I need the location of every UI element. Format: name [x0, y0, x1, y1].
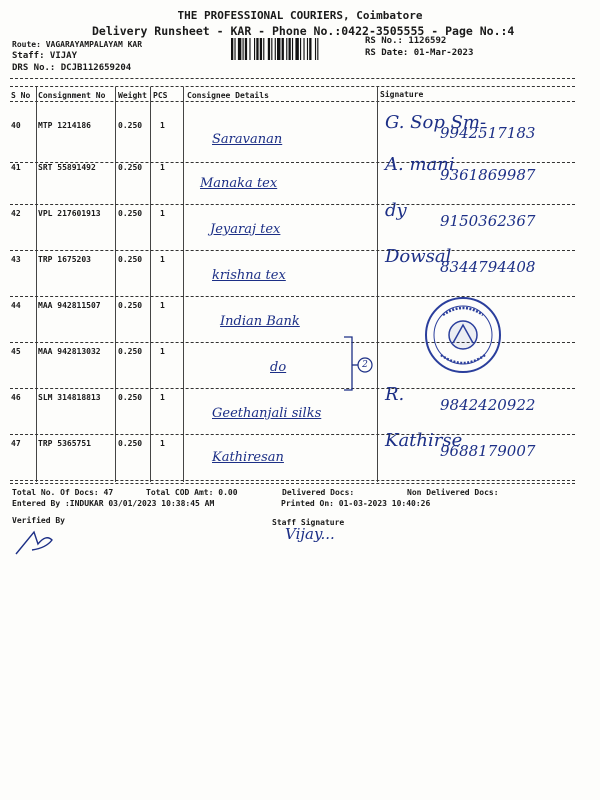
- row-weight: 0.250: [118, 209, 143, 218]
- row-consignee: Jeyaraj tex: [210, 222, 281, 237]
- col-divider: [377, 87, 378, 482]
- entered-by: Entered By :INDUKAR 03/01/2023 10:38:45 AM: [12, 499, 215, 508]
- row-consignee: Saravanan: [212, 132, 283, 147]
- row-signature: Kathirse: [385, 430, 463, 451]
- row-separator: [10, 204, 575, 205]
- col-pcs: PCS: [153, 91, 168, 100]
- total-docs: Total No. Of Docs: 47: [12, 488, 114, 497]
- row-consignment-no: MAA 942813032: [38, 347, 101, 356]
- row-phone: 8344794408: [440, 258, 536, 276]
- barcode: [231, 38, 358, 60]
- runsheet-title: Delivery Runsheet - KAR - Phone No.:0422-3505555 - Page No.:4: [92, 24, 515, 38]
- col-weight: Weight: [118, 91, 147, 100]
- verified-by-label: Verified By: [12, 516, 65, 525]
- row-pcs: 1: [160, 255, 165, 264]
- row-signature: dy: [385, 200, 407, 221]
- col-divider: [150, 87, 151, 482]
- row-consignee: Kathiresan: [212, 450, 284, 465]
- row-signature: A. mani: [385, 154, 455, 175]
- verifier-signature: [12, 526, 62, 558]
- row-sno: 46: [11, 393, 21, 402]
- col-signature: Signature: [380, 90, 424, 99]
- row-phone: 9361869987: [440, 166, 536, 184]
- row-consignment-no: MTP 1214186: [38, 121, 91, 130]
- bracket-note: 2: [362, 360, 368, 370]
- total-cod: Total COD Amt: 0.00: [146, 488, 238, 497]
- rs-number: RS No.: 1126592: [365, 36, 447, 46]
- row-consignee: do: [270, 360, 287, 375]
- col-divider: [115, 87, 116, 482]
- row-consignee: Manaka tex: [200, 176, 278, 191]
- col-sno: S No: [11, 91, 31, 100]
- row-sno: 44: [11, 301, 21, 310]
- row-signature: Dowsal: [385, 246, 452, 267]
- bracket-annotation: [340, 335, 380, 395]
- footer-separator: [10, 483, 575, 484]
- row-separator: [10, 480, 575, 481]
- row-sno: 42: [11, 209, 21, 218]
- row-consignment-no: TRP 5365751: [38, 439, 91, 448]
- row-weight: 0.250: [118, 439, 143, 448]
- col-divider: [183, 87, 184, 482]
- row-signature: R.: [385, 384, 405, 405]
- col-consignment: Consignment No: [38, 91, 106, 100]
- row-sno: 43: [11, 255, 21, 264]
- row-consignment-no: VPL 217601913: [38, 209, 101, 218]
- row-consignment-no: SLM 314818813: [38, 393, 101, 402]
- row-phone: 9842420922: [440, 396, 536, 414]
- staff-label: Staff: VIJAY: [12, 51, 78, 61]
- route-label: Route: VAGARAYAMPALAYAM KAR: [12, 40, 143, 49]
- staff-signature: Vijay...: [285, 525, 335, 543]
- delivered-docs: Delivered Docs:: [282, 488, 355, 497]
- row-sno: 41: [11, 163, 21, 172]
- printed-on: Printed On: 01-03-2023 10:40:26: [281, 499, 431, 508]
- row-pcs: 1: [160, 439, 165, 448]
- row-weight: 0.250: [118, 163, 143, 172]
- row-consignment-no: SRT 55891492: [38, 163, 96, 172]
- row-consignee: Geethanjali silks: [212, 406, 322, 421]
- row-consignment-no: TRP 1675203: [38, 255, 91, 264]
- row-weight: 0.250: [118, 347, 143, 356]
- col-consignee: Consignee Details: [187, 91, 269, 100]
- row-pcs: 1: [160, 347, 165, 356]
- header-separator-2: [10, 86, 575, 87]
- non-delivered-docs: Non Delivered Docs:: [407, 488, 499, 497]
- row-consignment-no: MAA 942811507: [38, 301, 101, 310]
- drs-number: DRS No.: DCJB112659204: [12, 63, 132, 73]
- company-name: THE PROFESSIONAL COURIERS, Coimbatore: [177, 9, 423, 22]
- rs-date: RS Date: 01-Mar-2023: [365, 48, 474, 58]
- row-consignee: krishna tex: [212, 268, 286, 283]
- col-divider: [36, 87, 37, 482]
- row-separator: [10, 388, 575, 389]
- column-header-separator: [10, 101, 575, 102]
- row-sno: 45: [11, 347, 21, 356]
- staff-signature-label: Staff Signature: [272, 518, 345, 527]
- row-weight: 0.250: [118, 121, 143, 130]
- header-separator: [10, 78, 575, 79]
- row-phone: 9150362367: [440, 212, 536, 230]
- row-sno: 47: [11, 439, 21, 448]
- row-weight: 0.250: [118, 255, 143, 264]
- row-weight: 0.250: [118, 301, 143, 310]
- row-phone: 9688179007: [440, 442, 536, 460]
- row-consignee: Indian Bank: [220, 314, 300, 329]
- row-sno: 40: [11, 121, 21, 130]
- official-stamp: [423, 295, 503, 375]
- row-signature: G. Sop Sm-: [385, 112, 487, 133]
- row-separator: [10, 250, 575, 251]
- row-phone: 9942517183: [440, 124, 536, 142]
- row-weight: 0.250: [118, 393, 143, 402]
- row-pcs: 1: [160, 301, 165, 310]
- row-pcs: 1: [160, 393, 165, 402]
- row-pcs: 1: [160, 121, 165, 130]
- row-pcs: 1: [160, 163, 165, 172]
- row-pcs: 1: [160, 209, 165, 218]
- row-separator: [10, 434, 575, 435]
